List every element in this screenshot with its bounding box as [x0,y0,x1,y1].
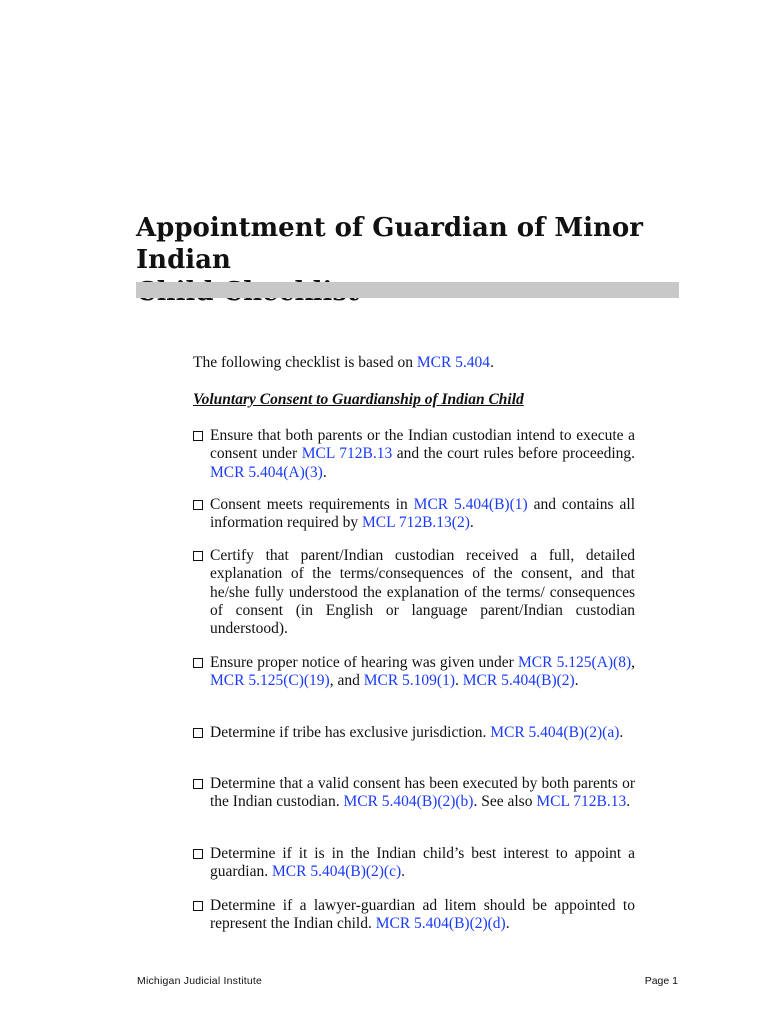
checkbox-icon[interactable] [193,431,203,441]
checklist-item [193,547,635,638]
reference-link[interactable]: MCR 5.404(B)(2)(c) [271,863,402,881]
checklist-item-text [210,897,635,934]
checklist-text-segment: Certify that parent/Indian custodian received a full, detailed explanation of the terms/consequences of the consent, and that he/she fully understood the explanation of the terms/ consequences of consent (in English or language parent/Indian custodian understood). [210,547,635,638]
checkbox-icon[interactable] [193,551,203,561]
checklist-text-segment: , and [329,672,364,690]
reference-link[interactable]: MCL 712B.13(2) [361,514,470,532]
reference-link[interactable]: MCR 5.404(B)(2)(a) [490,724,620,741]
checklist-item-text [210,654,635,691]
checkbox-icon[interactable] [193,849,203,859]
reference-link[interactable]: MCR 5.404(B)(2)(b) [343,793,474,811]
checklist-text-segment: . [574,672,579,690]
checkbox-icon[interactable] [193,728,203,738]
footer-publisher: Michigan Judicial Institute [137,975,263,987]
checklist-text-segment: . [401,863,406,881]
checklist-text-segment: Determine if it is in the Indian child’s best interest to appoint a guardian. [210,845,635,881]
intro-text [193,353,494,373]
checkbox-icon[interactable] [193,500,203,510]
checklist-text-segment: and the court rules before proceeding. [392,445,636,463]
checklist-text-segment: Consent meets requirements in [210,496,414,513]
checklist-text-segment: . [469,514,474,532]
reference-link[interactable]: MCR 5.109(1) [363,672,456,690]
reference-link[interactable]: MCR 5.404(B)(2)(d) [375,915,506,933]
intro-reference-link[interactable]: MCR 5.404 [416,354,491,371]
checklist-text-segment: Ensure proper notice of hearing was given under [210,654,519,671]
checklist-text-segment: , [631,654,635,671]
title-divider-bar [136,282,679,298]
checklist-item-text [210,547,635,638]
checklist-text-segment: . [505,915,510,933]
checkbox-icon[interactable] [193,779,203,789]
section-subheading: Voluntary Consent to Guardianship of Indian Child [193,391,524,408]
reference-link[interactable]: MCL 712B.13 [536,793,627,811]
checklist-text-segment: Determine if a lawyer-guardian ad litem should be appointed to represent the Indian child. [210,897,635,933]
checklist-item-text [210,724,635,742]
checklist-item [193,775,635,812]
checkbox-icon[interactable] [193,658,203,668]
reference-link[interactable]: MCR 5.125(A)(8) [518,654,632,671]
checklist-item [193,845,635,882]
checklist-item [193,654,635,691]
checklist-text-segment: Determine that a valid consent has been executed by both parents or the Indian custodian. [210,775,635,811]
reference-link[interactable]: MCL 712B.13 [301,445,393,463]
intro-text-body: The following checklist is based on [193,354,417,371]
reference-link[interactable]: MCR 5.404(A)(3) [210,463,323,481]
checklist-item [193,724,635,742]
checklist-text-segment: . [322,463,327,481]
footer-page-number: Page 1 [644,975,678,987]
checklist-item [193,897,635,934]
reference-link[interactable]: MCR 5.125(C)(19) [210,672,330,690]
checklist-item-text [210,427,635,482]
page-title-line-1: Appointment of Guardian of Minor Indian [136,213,643,275]
checklist-text-segment: and contains all information required by [210,496,636,532]
checklist-item-text [210,775,635,812]
checklist-item-text [210,845,635,882]
checklist-item [193,427,635,482]
checklist-text-segment: . [455,672,463,690]
reference-link[interactable]: MCR 5.404(B)(1) [413,496,528,513]
checklist-text-segment: Ensure that both parents or the Indian custodian intend to execute a consent under [210,427,635,463]
checklist-item [193,496,635,533]
checklist-text-segment: . See also [473,793,537,811]
checkbox-icon[interactable] [193,901,203,911]
intro-text-end: . [490,354,494,371]
reference-link[interactable]: MCR 5.404(B)(2) [462,672,575,690]
checklist-text-segment: . [619,724,624,741]
checklist-text-segment: . [626,793,631,811]
checklist-text-segment: Determine if tribe has exclusive jurisdiction. [210,724,491,741]
checklist-item-text [210,496,635,533]
